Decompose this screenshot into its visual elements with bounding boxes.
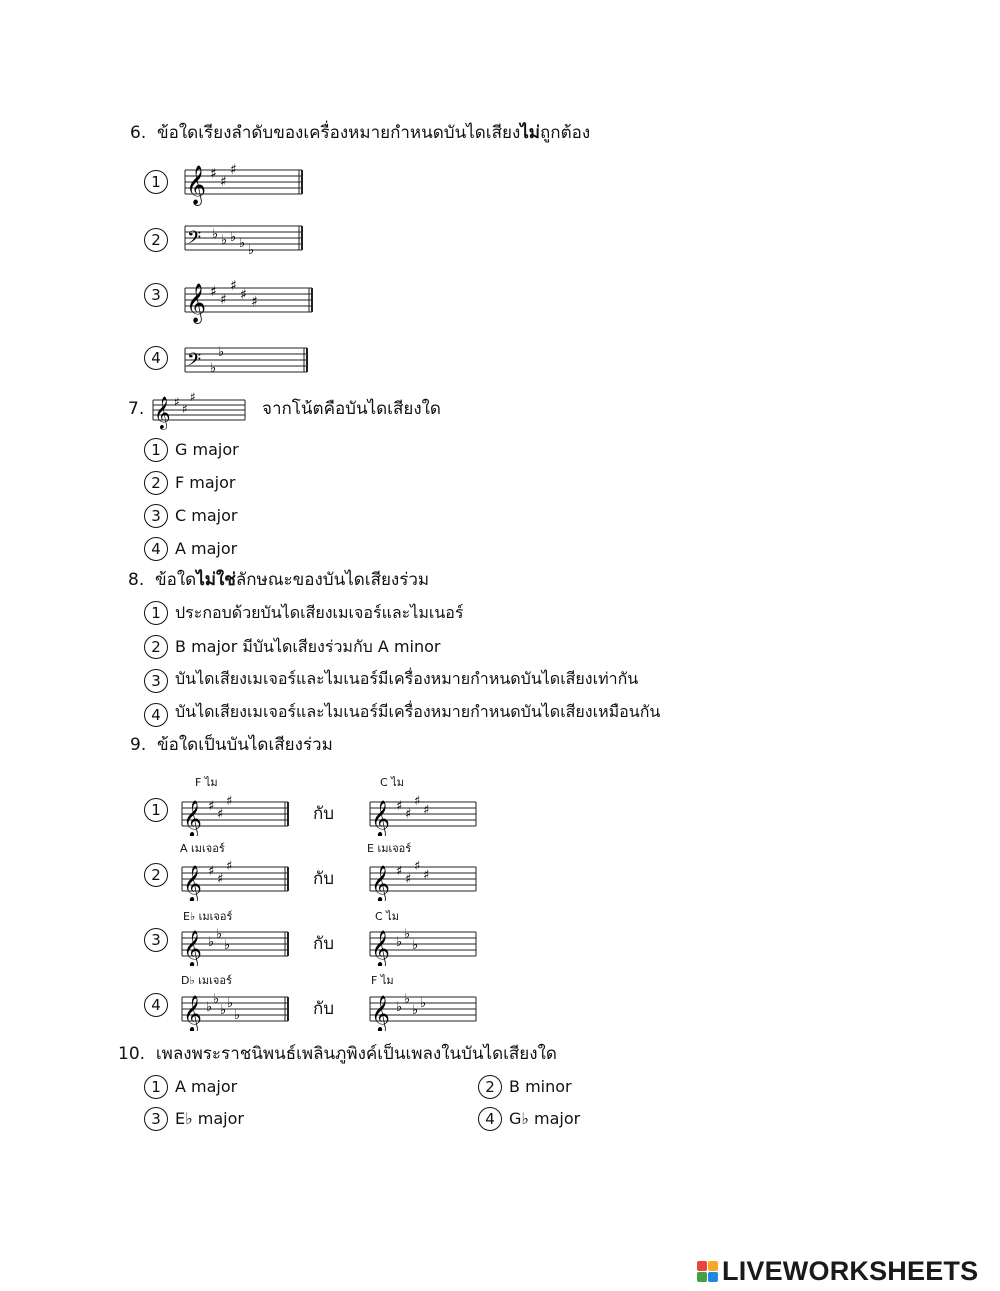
svg-text:♯: ♯ (210, 284, 217, 300)
treble-clef-icon: 𝄞 (371, 929, 390, 966)
svg-text:♭: ♭ (230, 230, 237, 245)
q9-option-1-connector: กับ (313, 804, 335, 824)
q6-staff-3 (180, 268, 320, 326)
q7-option-2-label: F major (175, 473, 236, 492)
q10-option-1-label: A major (175, 1077, 238, 1096)
svg-text:♯: ♯ (396, 799, 403, 814)
svg-text:♭: ♭ (221, 233, 228, 248)
svg-text:♭: ♭ (396, 935, 403, 950)
q9-option-1-left-label: F ไม (195, 776, 218, 789)
svg-text:♭: ♭ (218, 345, 225, 360)
svg-text:♭: ♭ (239, 236, 246, 251)
q9-option-4-left-label: D♭ เมเจอร์ (181, 974, 232, 987)
q9-option-2-left-label: A เมเจอร์ (180, 842, 225, 855)
q8-option-2-radio[interactable]: 2 (144, 635, 168, 659)
liveworksheets-logo (697, 1254, 978, 1288)
svg-text:♭: ♭ (212, 227, 219, 242)
svg-text:♭: ♭ (234, 1008, 241, 1023)
svg-text:♯: ♯ (210, 166, 217, 182)
svg-text:♯: ♯ (217, 807, 224, 822)
svg-text:♯: ♯ (208, 799, 215, 814)
q8-option-3-radio[interactable]: 3 (144, 669, 168, 693)
q8-option-4-radio[interactable]: 4 (144, 703, 168, 727)
q9-option-4-left-staff (180, 981, 295, 1031)
svg-text:♯: ♯ (396, 864, 403, 879)
q9-option-3-right-label: C ไม (375, 910, 399, 923)
svg-text:♯: ♯ (414, 859, 421, 874)
svg-text:♭: ♭ (404, 927, 411, 942)
q9-option-2-left-staff (180, 851, 295, 901)
svg-text:♭: ♭ (420, 996, 427, 1011)
q8-option-4-label: บันไดเสียงเมเจอร์และไมเนอร์มีเครื่องหมายกำหนดบันไดเสียงเหมือนกัน (175, 702, 661, 721)
bass-clef-icon: 𝄢 (187, 228, 202, 253)
q8-option-1-label: ประกอบด้วยบันไดเสียงเมเจอร์และไมเนอร์ (175, 603, 464, 622)
svg-text:♯: ♯ (208, 864, 215, 879)
svg-text:♭: ♭ (210, 361, 217, 376)
q10-option-2-radio[interactable]: 2 (478, 1075, 502, 1099)
svg-text:♯: ♯ (405, 872, 412, 887)
q7-option-1-radio[interactable]: 1 (144, 438, 168, 462)
q10-option-4-radio[interactable]: 4 (478, 1107, 502, 1131)
q7-option-3-label: C major (175, 506, 238, 525)
q6-title: 6. ข้อใดเรียงลำดับของเครื่องหมายกำหนดบันไดเสียงไม่ถูกต้อง (130, 123, 591, 143)
svg-text:♯: ♯ (423, 868, 430, 883)
q10-option-3-label: E♭ major (175, 1109, 244, 1128)
logo-text: LIVEWORKSHEETS (722, 1255, 979, 1286)
svg-text:♯: ♯ (217, 872, 224, 887)
svg-text:♭: ♭ (206, 1000, 213, 1015)
svg-text:♭: ♭ (213, 992, 220, 1007)
q10-option-3-radio[interactable]: 3 (144, 1107, 168, 1131)
treble-clef-icon: 𝄞 (186, 165, 207, 205)
q9-option-1-right-staff (368, 786, 483, 836)
svg-text:♯: ♯ (414, 794, 421, 809)
q9-option-2-right-label: E เมเจอร์ (367, 842, 412, 855)
treble-clef-icon: 𝄞 (371, 864, 390, 901)
q10-title: 10. เพลงพระราชนิพนธ์เพลินภูพิงค์เป็นเพลงในบันไดเสียงใด (118, 1044, 557, 1064)
q6-staff-2 (180, 214, 310, 264)
svg-text:♯: ♯ (226, 794, 233, 809)
svg-text:♯: ♯ (423, 803, 430, 818)
q9-option-4-right-label: F ไม (371, 974, 394, 987)
svg-text:♯: ♯ (251, 294, 258, 310)
treble-clef-icon: 𝄞 (183, 994, 202, 1031)
q7-staff (150, 386, 250, 430)
q9-option-4-connector: กับ (313, 999, 335, 1019)
q9-option-3-connector: กับ (313, 934, 335, 954)
q8-title: 8. ข้อใดไม่ใช่ลักษณะของบันไดเสียงร่วม (128, 570, 430, 590)
q6-option-4-radio[interactable]: 4 (144, 346, 168, 370)
bass-clef-icon: 𝄢 (187, 350, 202, 375)
treble-clef-icon: 𝄞 (183, 799, 202, 836)
q9-option-2-right-staff (368, 851, 483, 901)
q7-title: จากโน้ตคือบันไดเสียงใด (262, 399, 441, 419)
svg-text:♭: ♭ (227, 996, 234, 1011)
q7-option-4-label: A major (175, 539, 238, 558)
treble-clef-icon: 𝄞 (183, 864, 202, 901)
q9-option-3-radio[interactable]: 3 (144, 928, 168, 952)
q9-option-4-radio[interactable]: 4 (144, 993, 168, 1017)
q6-staff-1 (180, 150, 310, 206)
q7-option-3-radio[interactable]: 3 (144, 504, 168, 528)
svg-text:♯: ♯ (240, 287, 247, 303)
q7-option-1-label: G major (175, 440, 239, 459)
svg-text:♭: ♭ (208, 935, 215, 950)
svg-text:♯: ♯ (182, 402, 188, 416)
svg-text:♭: ♭ (412, 938, 419, 953)
treble-clef-icon: 𝄞 (371, 994, 390, 1031)
q9-option-3-right-staff (368, 916, 483, 966)
q10-option-4-label: G♭ major (509, 1109, 581, 1128)
svg-text:♯: ♯ (226, 859, 233, 874)
q8-option-3-label: บันไดเสียงเมเจอร์และไมเนอร์มีเครื่องหมายกำหนดบันไดเสียงเท่ากัน (175, 669, 639, 688)
q9-option-4-right-staff (368, 981, 483, 1031)
svg-text:♭: ♭ (224, 938, 231, 953)
svg-text:♯: ♯ (220, 292, 227, 308)
q7-option-2-radio[interactable]: 2 (144, 471, 168, 495)
treble-clef-icon: 𝄞 (371, 799, 390, 836)
q9-option-1-left-staff (180, 786, 295, 836)
svg-text:♯: ♯ (174, 395, 180, 409)
q7-option-4-radio[interactable]: 4 (144, 537, 168, 561)
svg-text:♭: ♭ (412, 1003, 419, 1018)
q9-option-2-connector: กับ (313, 869, 335, 889)
q6-staff-4 (180, 334, 315, 384)
svg-text:♯: ♯ (220, 174, 227, 190)
q10-option-2-label: B minor (509, 1077, 572, 1096)
svg-text:♭: ♭ (248, 243, 255, 258)
svg-text:♯: ♯ (230, 162, 237, 178)
q8-option-1-radio[interactable]: 1 (144, 601, 168, 625)
svg-text:♯: ♯ (230, 278, 237, 294)
q10-option-1-radio[interactable]: 1 (144, 1075, 168, 1099)
q9-option-1-right-label: C ไม (380, 776, 404, 789)
q8-option-2-label: B major มีบันไดเสียงร่วมกับ A minor (175, 637, 441, 656)
q9-title: 9. ข้อใดเป็นบันไดเสียงร่วม (130, 735, 333, 755)
svg-text:♭: ♭ (216, 927, 223, 942)
q9-option-2-radio[interactable]: 2 (144, 863, 168, 887)
q9-option-3-left-label: E♭ เมเจอร์ (183, 910, 233, 923)
svg-text:♭: ♭ (404, 992, 411, 1007)
q9-option-1-radio[interactable]: 1 (144, 798, 168, 822)
treble-clef-icon: 𝄞 (154, 396, 171, 429)
svg-text:♭: ♭ (396, 1000, 403, 1015)
svg-text:♯: ♯ (190, 390, 196, 404)
logo-blocks-icon (697, 1261, 718, 1282)
q6-option-3-radio[interactable]: 3 (144, 283, 168, 307)
q6-option-2-radio[interactable]: 2 (144, 228, 168, 252)
treble-clef-icon: 𝄞 (186, 283, 207, 323)
q6-option-1-radio[interactable]: 1 (144, 170, 168, 194)
q9-option-3-left-staff (180, 916, 295, 966)
svg-text:♯: ♯ (405, 807, 412, 822)
treble-clef-icon: 𝄞 (183, 929, 202, 966)
q7-number: 7. (128, 399, 145, 419)
svg-text:♭: ♭ (220, 1003, 227, 1018)
